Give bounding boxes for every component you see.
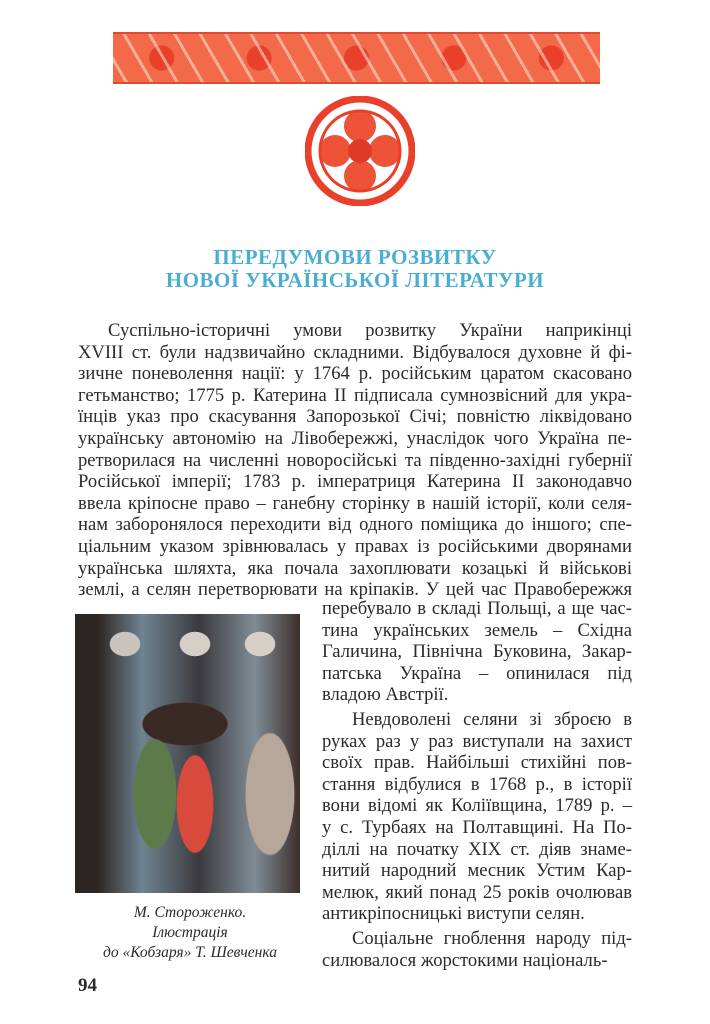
illustration-painting [75,614,300,893]
text-line: гетьманство; 1775 р. Катерина II підписала сумнозвісний для укра- [78,384,632,406]
body-text-full-width [78,320,632,601]
text-line: нитий народний месник Устим Кар- [322,860,632,882]
text-line: руках раз у раз виступали на захист [322,730,632,752]
caption-author: М. Стороженко. [133,904,247,921]
caption-source: до «Кобзаря» Т. Шевченка [103,944,277,961]
text-line: антикріпосницькі виступи селян. [322,903,585,925]
text-line: землі, а селян перетворювати на кріпаків. У цей час Правобережжя [78,579,632,601]
text-line: діллі на початку XIX ст. діяв знаме- [322,838,632,860]
text-line: вони відомі як Коліївщина, 1789 р. – [322,795,632,817]
text-line: своїх прав. Найбільші стихійні пов- [322,752,632,774]
caption-type: Ілюстрація [152,924,228,941]
text-line: ціальним указом зрівнювалась у правах із російськими дворянами [78,535,632,557]
body-text-right-column [322,598,632,971]
text-line: нам заборонялося переходити від одного поміщика до іншого; спе- [78,514,632,536]
text-line: зичне поневолення нації: у 1764 р. російським царатом скасовано [78,363,632,385]
text-line: у с. Турбаях на Полтавщині. На По- [322,816,632,838]
text-line: Невдоволені селяни зі зброєю в [352,708,632,730]
page-number: 94 [78,975,97,996]
title-line-1: ПЕРЕДУМОВИ РОЗВИТКУ [213,245,497,269]
text-line: українська шляхта, яка почала захоплювати козацькі й військові [78,557,632,579]
text-line: Галичина, Північна Буковина, Закар- [322,641,632,663]
text-line: Російської імперії; 1783 р. імператриця Катерина II законодавчо [78,471,632,493]
text-line: тина українських земель – Східна [322,619,632,641]
text-line: перебувало в складі Польщі, а ще час- [322,598,632,619]
text-line: XVIII ст. були надзвичайно складними. Відбувалося духовне й фі- [78,341,632,363]
text-line: українську автономію на Лівобережжі, унаслідок чого Україна пе- [78,427,632,449]
text-line: ретворилася на численні новоросійські та південно-західні губернії [78,449,632,471]
embroidery-ornament-banner [113,32,600,84]
text-line: силювалося жорстокими національ- [322,949,608,971]
illustration-caption [100,903,280,963]
text-line: владою Австрії. [322,684,449,706]
text-line: Соціальне гноблення народу під- [352,927,632,949]
text-line: Суспільно-історичні умови розвитку України наприкінці [108,320,632,341]
text-line: стання відбулися в 1768 р., в історії [322,773,632,795]
embroidery-rosette [305,96,415,206]
text-line: патська Україна – опинилася під [322,662,632,684]
text-line: мелюк, який понад 25 років очолював [322,881,632,903]
text-line: ввела кріпосне право – ганебну сторінку в нашій історії, коли селя- [78,492,632,514]
page-title [0,246,710,292]
text-line: їнців указ про скасування Запорозької Січі; повністю ліквідовано [78,406,632,428]
title-line-2: НОВОЇ УКРАЇНСЬКОЇ ЛІТЕРАТУРИ [165,268,545,292]
